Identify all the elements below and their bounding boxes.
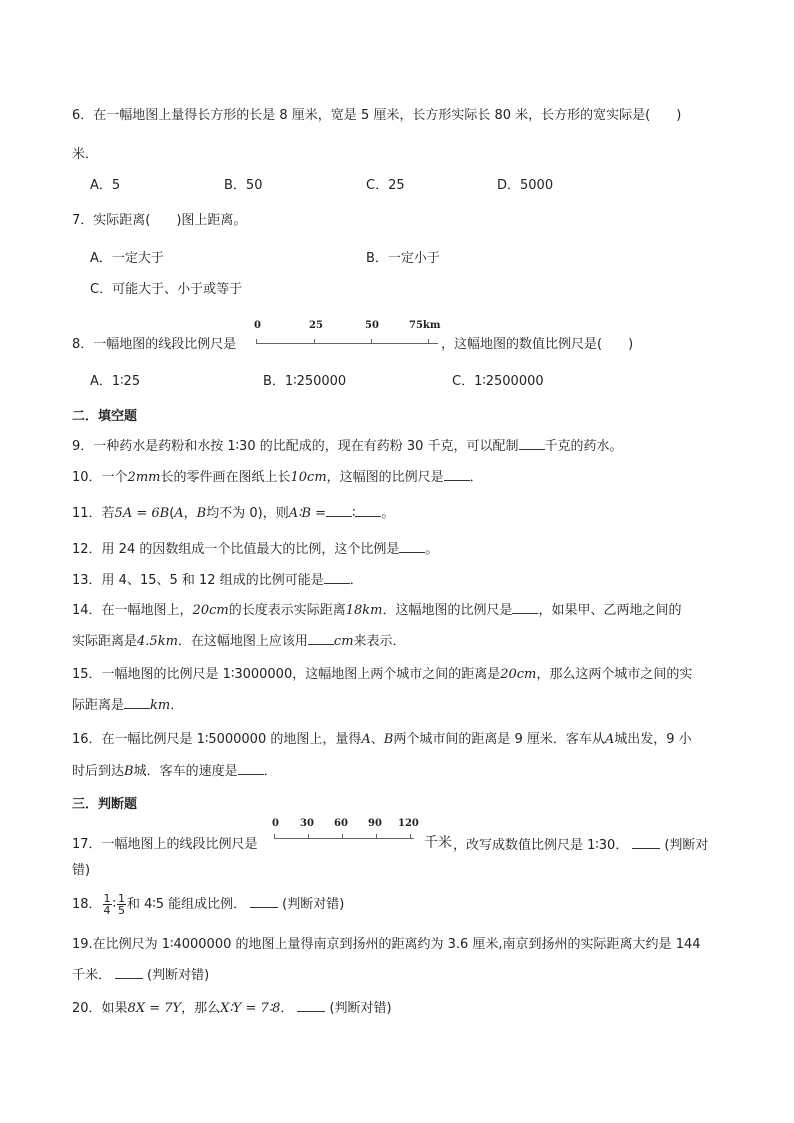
q20-math: 8X = 7Y [127, 1001, 182, 1016]
fraction [117, 893, 126, 916]
q14-line2 [72, 632, 406, 651]
answer-blank[interactable] [297, 999, 325, 1012]
q16-text: 、 [370, 732, 384, 747]
fraction-numerator: 1 [103, 892, 111, 905]
q8-scale-tick [371, 339, 372, 343]
q18-text: ∶ [112, 897, 116, 912]
q6-line2: 米． [72, 147, 99, 162]
q16-math: A [361, 732, 371, 747]
q20-text: ，那么 [181, 1001, 221, 1016]
q8-line-scale [254, 320, 439, 350]
q10-text: ． [469, 470, 483, 485]
q14-math: 20cm [192, 603, 229, 618]
q14-text: 来表示． [353, 634, 406, 649]
q17-scale-tick [376, 834, 377, 838]
q15-text: ，那么这两个城市之间的实 [536, 667, 693, 682]
q13 [72, 571, 363, 590]
q10-text: 长的零件画在图纸上长 [160, 470, 291, 485]
q12 [72, 540, 438, 559]
q16-text: 城出发，9 小 [614, 732, 692, 747]
q11-math: A∶B = [288, 506, 327, 521]
q13-text: ． [349, 573, 363, 588]
q15-line1 [72, 666, 692, 684]
q15-text: ． [170, 698, 184, 713]
q17-scale-tick [308, 834, 309, 838]
answer-blank[interactable] [250, 895, 278, 908]
q16-line1 [72, 731, 692, 749]
q14-math: 4.5km [137, 634, 178, 649]
q14-math: 18km [345, 603, 383, 618]
answer-blank[interactable] [519, 437, 545, 450]
q17-line2: 错) [72, 863, 91, 878]
q16-text: 两个城市间的距离是 9 厘米．客车从 [393, 732, 605, 747]
q13-text: 13．用 4、15、5 和 12 组成的比例可能是 [72, 573, 324, 588]
q17-text-a: 17．一幅地图上的线段比例尺是 [72, 837, 258, 852]
q14-text: 实际距离是 [72, 634, 138, 649]
answer-blank[interactable] [124, 696, 150, 709]
q19-text: 千米． [72, 968, 112, 983]
q15-text: 际距离是 [72, 698, 125, 713]
fraction [103, 893, 112, 916]
q17-scale-bar [274, 838, 414, 839]
q18-text: 18． [72, 897, 102, 912]
q15-math: 20cm [500, 667, 537, 682]
fraction-numerator: 1 [117, 892, 125, 905]
q20-text: (判断对错) [329, 1001, 392, 1016]
q10-math: 2mm [127, 470, 161, 485]
q14-line1 [72, 601, 682, 620]
q20-text: 20．如果 [72, 1001, 128, 1016]
q11-math: A [174, 506, 184, 521]
q19-text: (判断对错) [147, 968, 210, 983]
q17-line-scale [268, 818, 420, 848]
q17-rest [453, 836, 708, 855]
q16-text: ． [263, 764, 277, 779]
q16-math: B [124, 764, 134, 779]
q11 [72, 504, 394, 523]
q8-scale-label: 50 [365, 320, 379, 331]
answer-blank[interactable] [324, 571, 350, 584]
q6-line1: 6．在一幅地图上量得长方形的长是 8 厘米，宽是 5 厘米，长方形实际长 80 米，长方形的宽实际是( ) [72, 108, 682, 123]
q8-option-b[interactable]: B．1∶250000 [263, 374, 347, 389]
q16-text: 16．在一幅比例尺是 1∶5000000 的地图上，量得 [72, 732, 362, 747]
q17-scale-label: 120 [398, 818, 419, 829]
q16-text: 城．客车的速度是 [133, 764, 238, 779]
q17-scale-label: 30 [300, 818, 314, 829]
q17-scale-tick [342, 834, 343, 838]
q16-line2 [72, 762, 277, 781]
q8-stem-a: 8．一幅地图的线段比例尺是 [72, 337, 237, 352]
q18 [72, 893, 344, 916]
q16-math: B [383, 732, 394, 747]
q8-option-a[interactable]: A．1∶25 [90, 374, 141, 389]
answer-blank[interactable] [512, 601, 538, 614]
answer-blank[interactable] [326, 504, 352, 517]
q6-option-d[interactable]: D．5000 [497, 178, 554, 193]
q17-text: ，改写成数值比例尺是 1∶30． [453, 838, 629, 853]
q10-math: 10cm [290, 470, 327, 485]
q7-option-b[interactable]: B．一定小于 [366, 251, 440, 266]
q11-text: ∶ [352, 506, 356, 521]
q10-text: ，这幅图的比例尺是 [326, 470, 444, 485]
q20-text: ． [280, 1001, 294, 1016]
answer-blank[interactable] [399, 540, 425, 553]
q7-stem: 7．实际距离( )图上距离。 [72, 213, 247, 228]
q14-math: cm [333, 634, 354, 649]
q12-text: 12．用 24 的因数组成一个比值最大的比例，这个比例是 [72, 542, 400, 557]
q14-text: ．这幅地图的比例尺是 [382, 603, 513, 618]
section-fill-in-title: 二．填空题 [72, 409, 138, 424]
q15-line2 [72, 696, 183, 715]
q19-line2 [72, 966, 209, 985]
q6-option-c[interactable]: C．25 [366, 178, 405, 193]
q20 [72, 999, 392, 1018]
q14-text: ，如果甲、乙两地之间的 [538, 603, 682, 618]
q11-text: 均不为 0)，则 [206, 506, 289, 521]
q9 [72, 437, 623, 456]
q6-option-b[interactable]: B．50 [224, 178, 263, 193]
q14-text: 14．在一幅地图上， [72, 603, 193, 618]
q17-scale-tick [274, 834, 275, 838]
q11-math: 5A = 6B [114, 506, 170, 521]
q17-text: (判断对 [664, 838, 709, 853]
q8-scale-label: 0 [254, 320, 261, 331]
q18-text: 和 4∶5 能组成比例． [126, 897, 247, 912]
answer-blank[interactable] [308, 632, 334, 645]
q8-scale-bar [256, 343, 438, 344]
q11-math: B [196, 506, 207, 521]
q17-scale-tick [410, 834, 411, 838]
fraction-denominator: 4 [103, 904, 111, 917]
q9-text-a: 9．一种药水是药粉和水按 1∶30 的比配成的，现在有药粉 30 千克，可以配制 [72, 439, 519, 454]
q9-text-b: 千克的药水。 [544, 439, 623, 454]
q6-option-a[interactable]: A．5 [90, 178, 121, 193]
q11-text: ( [169, 506, 175, 521]
answer-blank[interactable] [632, 836, 660, 849]
answer-blank[interactable] [115, 966, 143, 979]
q11-text: 。 [381, 506, 395, 521]
q8-scale-tick [256, 339, 257, 343]
q8-stem-b: ，这幅地图的数值比例尺是( ) [441, 337, 634, 352]
q17-scale-label: 60 [334, 818, 348, 829]
q12-text: 。 [425, 542, 439, 557]
q8-scale-tick [314, 339, 315, 343]
q17-scale-label: 90 [368, 818, 382, 829]
q15-text: 15．一幅地图的比例尺是 1∶3000000，这幅地图上两个城市之间的距离是 [72, 667, 501, 682]
q19-line1: 19.在比例尺为 1∶4000000 的地图上量得南京到扬州的距离约为 3.6 厘米,南京到扬州的实际距离大约是 144 [72, 937, 701, 952]
answer-blank[interactable] [355, 504, 381, 517]
q18-text: (判断对错) [282, 897, 345, 912]
q8-option-c[interactable]: C．1∶2500000 [452, 374, 544, 389]
section-judgment-title: 三．判断题 [72, 797, 138, 812]
q11-text: ， [183, 506, 197, 521]
q14-text: 的长度表示实际距离 [228, 603, 346, 618]
answer-blank[interactable] [238, 762, 264, 775]
q11-text: 11．若 [72, 506, 115, 521]
answer-blank[interactable] [444, 468, 470, 481]
fraction-denominator: 5 [117, 904, 125, 917]
q20-math: X∶Y = 7∶8 [220, 1001, 281, 1016]
q15-math: km [150, 698, 171, 713]
q8-scale-label: 25 [309, 320, 323, 331]
q8-scale-tick [428, 339, 429, 343]
q14-text: ．在这幅地图上应该用 [177, 634, 308, 649]
q8-scale-label: 75km [409, 320, 441, 331]
q17-unit: 千米 [424, 835, 452, 851]
q7-option-a[interactable]: A．一定大于 [90, 251, 164, 266]
q16-math: A [604, 732, 615, 747]
q7-option-c[interactable]: C．可能大于、小于或等于 [90, 282, 243, 297]
q10-text: 10．一个 [72, 470, 128, 485]
q10 [72, 468, 483, 487]
q16-text: 时后到达 [72, 764, 125, 779]
q17-scale-label: 0 [272, 818, 279, 829]
